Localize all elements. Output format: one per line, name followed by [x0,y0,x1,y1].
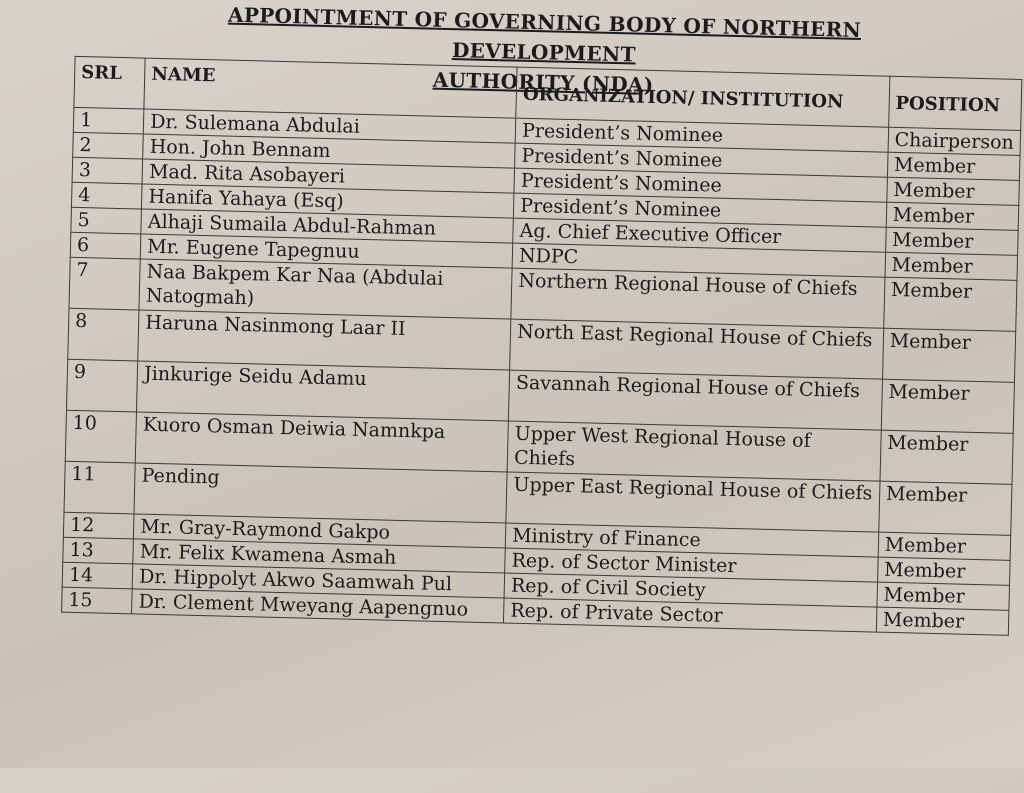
cell-srl: 2 [73,132,144,159]
cell-name: Mr. Felix Kwamena Asmah [133,539,505,573]
title-line-2: AUTHORITY (NDA) [432,67,654,97]
cell-name: Pending [134,463,507,523]
cell-organization: Ag. Chief Executive Officer [513,218,886,252]
cell-position: Member [882,328,1015,382]
cell-organization: Rep. of Sector Minister [505,548,878,582]
cell-name: Hon. John Bennam [143,134,515,168]
cell-srl: 10 [65,410,136,463]
cell-position: Chairperson [888,127,1021,155]
header-srl: SRL [74,56,145,109]
cell-organization: Savannah Regional House of Chiefs [509,370,883,430]
cell-srl: 6 [70,232,141,259]
cell-position: Member [880,430,1013,484]
cell-srl: 1 [73,107,144,134]
cell-name: Alhaji Sumaila Abdul-Rahman [141,209,513,243]
cell-organization: Rep. of Civil Society [504,573,877,607]
cell-organization: President’s Nominee [514,168,887,202]
cell-organization: NDPC [512,243,885,277]
cell-srl: 4 [71,182,142,209]
cell-srl: 14 [62,562,133,589]
cell-name: Mad. Rita Asobayeri [142,159,514,193]
cell-srl: 5 [71,207,142,234]
cell-name: Hanifa Yahaya (Esq) [142,184,514,218]
cell-organization: Northern Regional House of Chiefs [511,268,885,328]
cell-position: Member [877,557,1010,585]
cell-position: Member [876,607,1009,635]
cell-position: Member [887,177,1020,205]
cell-srl: 15 [62,587,133,614]
cell-organization: Upper East Regional House of Chiefs [506,472,880,532]
cell-srl: 3 [72,157,143,184]
cell-srl: 13 [63,537,134,564]
governing-body-table [61,56,1022,636]
cell-srl: 12 [63,512,134,539]
cell-position: Member [877,582,1010,610]
cell-name: Jinkurige Seidu Adamu [137,361,510,421]
cell-position: Member [885,227,1018,255]
cell-organization: North East Regional House of Chiefs [510,319,884,379]
cell-organization: Ministry of Finance [505,523,878,557]
cell-position: Member [887,152,1020,180]
cell-srl: 8 [68,308,139,361]
cell-name: Dr. Sulemana Abdulai [144,109,516,143]
cell-name: Naa Bakpem Kar Naa (Abdulai Natogmah) [139,259,512,319]
cell-name: Mr. Eugene Tapegnuu [140,234,512,268]
cell-organization: President’s Nominee [513,193,886,227]
cell-organization: Rep. of Private Sector [504,598,877,632]
cell-name: Kuoro Osman Deiwia Namnkpa [135,412,508,472]
cell-name: Dr. Hippolyt Akwo Saamwah Pul [132,564,504,598]
cell-organization: Upper West Regional House of Chiefs [507,421,881,481]
title-line-1: APPOINTMENT OF GOVERNING BODY OF NORTHERN DEVELOPMENT [227,2,862,67]
cell-name: Haruna Nasinmong Laar II [138,310,511,370]
header-organization: ORGANIZATION/ INSTITUTION [516,67,890,127]
cell-name: Dr. Clement Mweyang Aapengnuo [132,589,504,623]
cell-position: Member [881,379,1014,433]
cell-srl: 7 [69,257,140,310]
header-name: NAME [144,58,517,118]
cell-position: Member [886,202,1019,230]
cell-organization: President’s Nominee [515,143,888,177]
cell-organization: President’s Nominee [515,118,888,152]
cell-position: Member [884,277,1017,331]
cell-srl: 9 [66,359,137,412]
header-position: POSITION [888,76,1021,130]
cell-position: Member [885,252,1018,280]
cell-srl: 11 [64,461,135,514]
cell-position: Member [878,532,1011,560]
cell-position: Member [879,481,1012,535]
cell-name: Mr. Gray-Raymond Gakpo [134,514,506,548]
